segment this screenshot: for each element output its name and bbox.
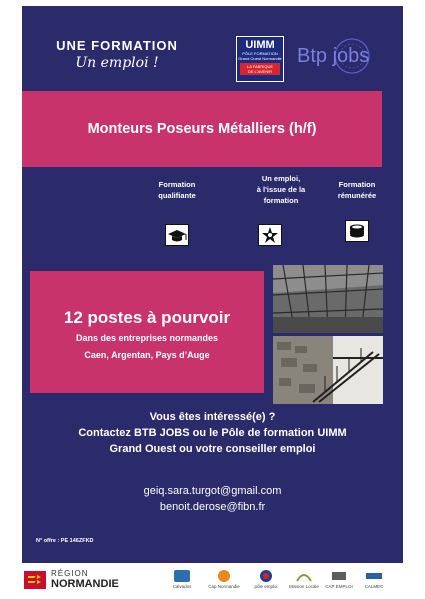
tagline	[42, 38, 192, 71]
emails	[22, 483, 403, 515]
feature-remuneree	[321, 179, 393, 201]
postes-box	[30, 271, 264, 393]
cap-normandie-mark-icon	[215, 569, 233, 583]
mission-locale-logo: Mission Locale	[287, 569, 321, 589]
cap-emploi-logo: CAP EMPLOI	[323, 569, 355, 589]
feature-emploi	[245, 173, 317, 206]
contact-section	[22, 409, 403, 457]
feature-text: Formation qualifiante	[158, 180, 196, 200]
calmec-logo: CALMEC	[357, 569, 391, 589]
contact-line: Grand Ouest ou votre conseiller emploi	[109, 443, 316, 455]
flyer	[22, 6, 403, 563]
coins-icon	[345, 220, 369, 242]
graduation-cap-icon	[165, 224, 189, 246]
mission-locale-mark-icon	[295, 569, 313, 583]
postes-entreprises: Dans des entreprises normandes	[75, 333, 219, 343]
calvados-mark-icon	[173, 569, 191, 583]
calmec-mark-icon	[365, 569, 383, 583]
contact-line: Contactez BTB JOBS ou le Pôle de formation UIMM	[78, 427, 347, 439]
region-label: RÉGION	[51, 569, 89, 578]
staircase-photo	[273, 336, 383, 404]
uimm-logo: UIMM PÔLE FORMATION Grand Ouest Normandie LA FABRIQUE DE L'AVENIR	[236, 36, 284, 82]
btp-jobs-text: Btp jobs	[297, 45, 370, 67]
cap-normandie-logo: Cap Normandie	[203, 569, 245, 589]
btp-jobs-logo	[294, 36, 384, 82]
handshake-star-icon	[258, 224, 282, 246]
feature-text: Un emploi, à l'issue de la formation	[256, 174, 306, 205]
tagline-emploi: Un emploi !	[75, 55, 159, 71]
email-link[interactable]: benoit.derose@fibn.fr	[159, 501, 266, 513]
contact-title: Vous êtes intéressé(e) ?	[149, 411, 276, 423]
calvados-logo: Calvados	[164, 569, 200, 589]
region-name: NORMANDIE	[51, 578, 119, 590]
offer-number: N° offre : PE 146ZFKD	[36, 538, 94, 544]
postes-villes: Caen, Argentan, Pays d’Auge	[84, 350, 210, 360]
workshop-photo	[273, 265, 383, 333]
feature-text: Formation rémunérée	[337, 180, 377, 200]
cap-emploi-mark-icon	[330, 569, 348, 583]
pole-emploi-mark-icon	[257, 569, 275, 583]
email-link[interactable]: geiq.sara.turgot@gmail.com	[143, 485, 282, 497]
title-banner	[22, 91, 382, 167]
partners-footer	[0, 563, 425, 599]
normandy-flag-icon	[24, 571, 46, 589]
tagline-formation: UNE FORMATION	[56, 38, 178, 53]
feature-qualifiante	[141, 179, 213, 201]
pole-emploi-logo: pôle emploi	[248, 569, 284, 589]
postes-headline: 12 postes à pourvoir	[63, 308, 231, 327]
page-title: Monteurs Poseurs Métalliers (h/f)	[87, 121, 317, 137]
